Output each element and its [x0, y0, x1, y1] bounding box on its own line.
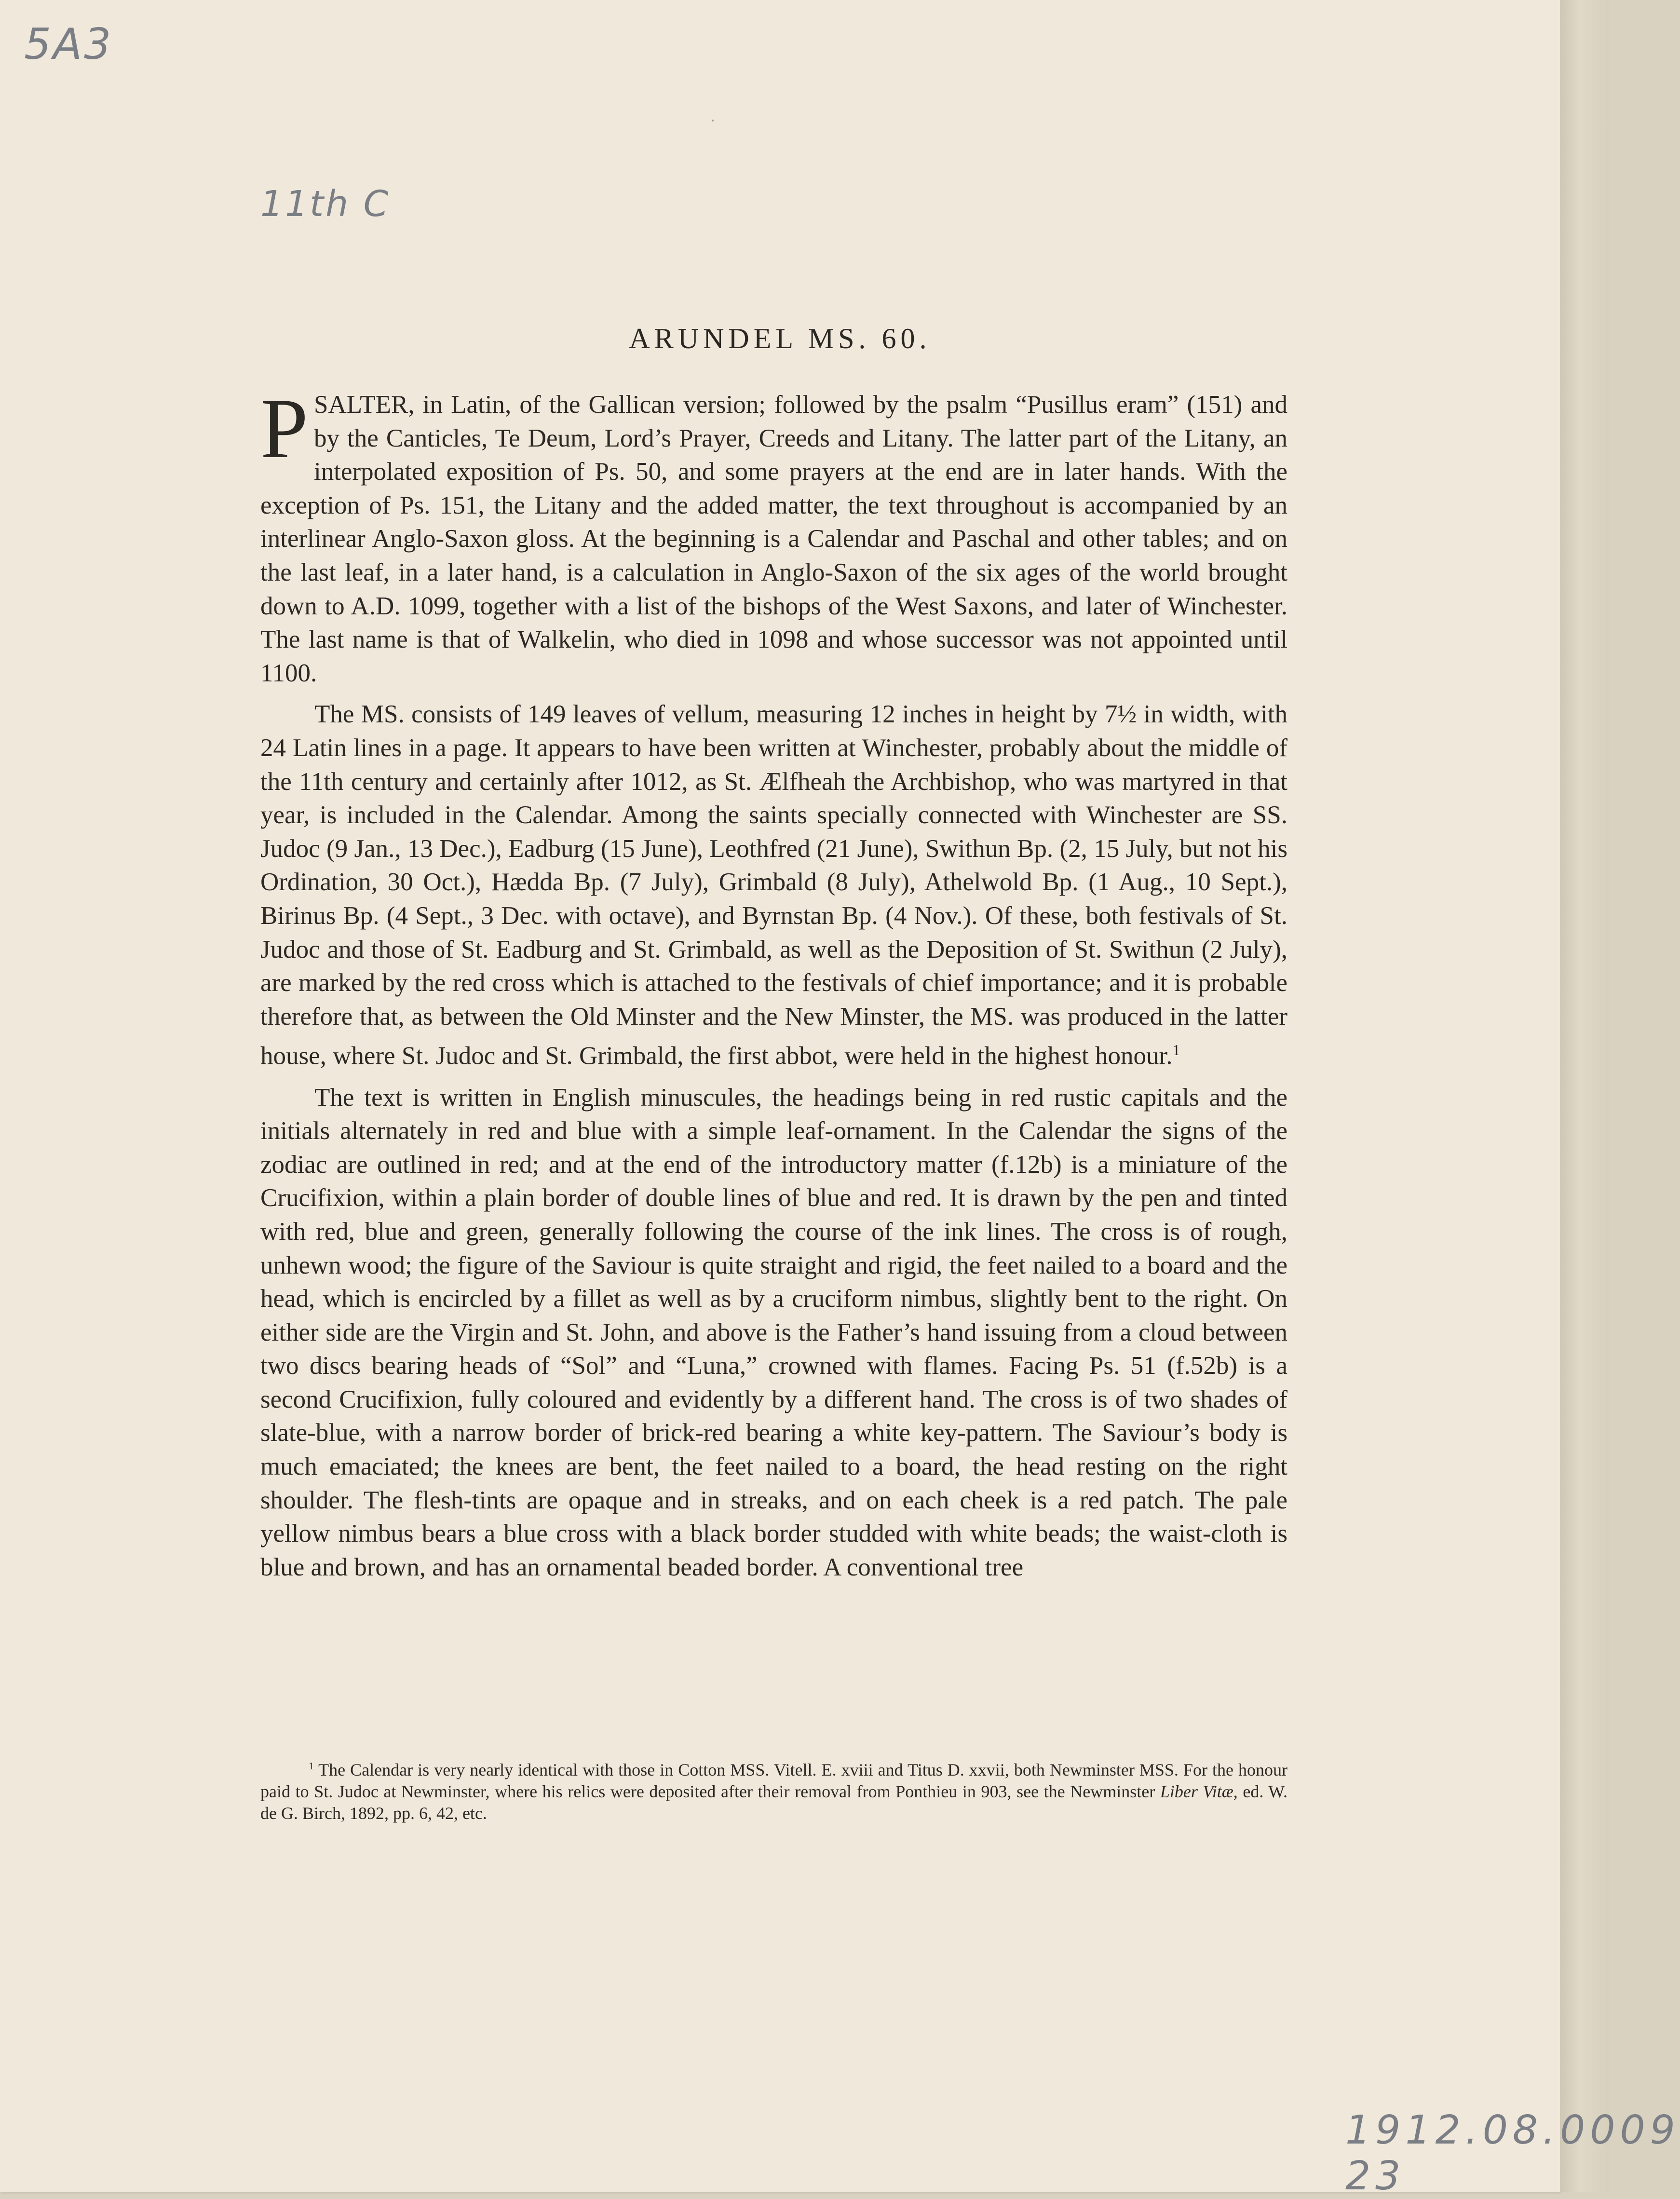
footnote-mark: 1	[309, 1760, 314, 1772]
paper-mark	[712, 120, 714, 122]
paragraph-1	[260, 380, 1287, 690]
body-text	[260, 380, 1287, 1592]
pencil-accession-number: 1912.08.0009 23	[1345, 2107, 1680, 2199]
pencil-century-note: 11th C	[260, 183, 391, 225]
page-title: ARUNDEL MS. 60.	[629, 323, 931, 354]
paragraph-1-text: SALTER, in Latin, of the Gallican version; followed by the psalm “Pusillus eram” (151) and by the Canticles, Te Deum, Lord’s Prayer, Creeds and Litany. The latter part of the Litany, an interpolated exposition of Ps. 50, and some prayers at the end are in later hands. With the exception of Ps. 151, the Litany and the added matter, the text throughout is accompanied by an interlinear Anglo-Saxon gloss. At the beginning is a Calendar and Paschal and other tables; and on the last leaf, in a later hand, is a calculation in Anglo-Saxon of the six ages of the world brought down to A.D. 1099, together with a list of the bishops of the West Saxons, and later of Winchester. The last name is that of Walkelin, who died in 1098 and whose successor was not appointed until 1100.	[260, 391, 1287, 687]
paragraph-3-text: The text is written in English minuscules, the headings being in red rustic capitals and the initials alternately in red and blue with a simple leaf-ornament. In the Calendar the signs of the zodiac are outlined in red; and at the end of the introductory matter (f.12b) is a miniature of the Crucifixion, within a plain border of double lines of blue and red. It is drawn by the pen and tinted with red, blue and green, generally following the course of the ink lines. The cross is of rough, unhewn wood; the figure of the Saviour is quite straight and rigid, the feet nailed to a board and the head, which is encircled by a fillet as well as by a cruciform nimbus, slightly bent to the right. On either side are the Virgin and St. John, and above is the Father’s hand issuing from a cloud between two discs bearing heads of “Sol” and “Luna,” crowned with flames. Facing Ps. 51 (f.52b) is a second Crucifixion, fully coloured and evidently by a different hand. The cross is of two shades of slate-blue, with a narrow border of brick-red bearing a white key-pattern. The Saviour’s body is much emaciated; the knees are bent, the feet nailed to a board, the head resting on the right shoulder. The flesh-tints are opaque and in streaks, and on each cheek is a red patch. The pale yellow nimbus bears a blue cross with a black border studded with white beads; the waist-cloth is blue and brown, and has an ornamental beaded border. A conventional tree	[260, 1083, 1287, 1581]
footnote-text-a: The Calendar is very nearly identical with those in Cotton MSS. Vitell. E. xviii and Titus D. xxvii, both Newminster MSS. For the honour paid to St. Judoc at Newminster, where his relics were deposited after their removal from Ponthieu in 903, see the Newminster	[260, 1760, 1287, 1801]
pencil-reference-number: 5A3	[24, 19, 113, 69]
paragraph-2-text: The MS. consists of 149 leaves of vellum, measuring 12 inches in height by 7½ in width, with 24 Latin lines in a page. It appears to have been written at Winchester, probably about the middle of the 11th century and certainly after 1012, as St. Ælfheah the Archbishop, who was martyred in that year, is included in the Calendar. Among the saints specially connected with Winchester are SS. Judoc (9 Jan., 13 Dec.), Eadburg (15 June), Leothfred (21 June), Swithun Bp. (2, 15 July, but not his Ordination, 30 Oct.), Hædda Bp. (7 July), Grimbald (8 July), Athelwold Bp. (1 Aug., 10 Sept.), Birinus Bp. (4 Sept., 3 Dec. with octave), and Byrnstan Bp. (4 Nov.). Of these, both festivals of St. Judoc and those of St. Eadburg and St. Grimbald, as well as the Deposition of St. Swithun (2 July), are marked by the red cross which is attached to the festivals of chief importance; and it is probable therefore that, as between the Old Minster and the New Minster, the MS. was produced in the latter house, where St. Judoc and St. Grimbald, the first abbot, were held in the highest honour.	[260, 700, 1287, 1070]
page-edge	[1560, 0, 1609, 2192]
footnote	[260, 1755, 1287, 1824]
footnote-italic-title: Liber Vitæ	[1160, 1782, 1233, 1801]
footnote-reference: 1	[1172, 1042, 1180, 1059]
paragraph-2	[260, 698, 1287, 1073]
paragraph-3	[260, 1081, 1287, 1585]
footnote-text-b: , ed. W. de G. Birch, 1892, pp. 6, 42, etc.	[260, 1782, 1287, 1823]
drop-cap: P	[260, 380, 308, 476]
